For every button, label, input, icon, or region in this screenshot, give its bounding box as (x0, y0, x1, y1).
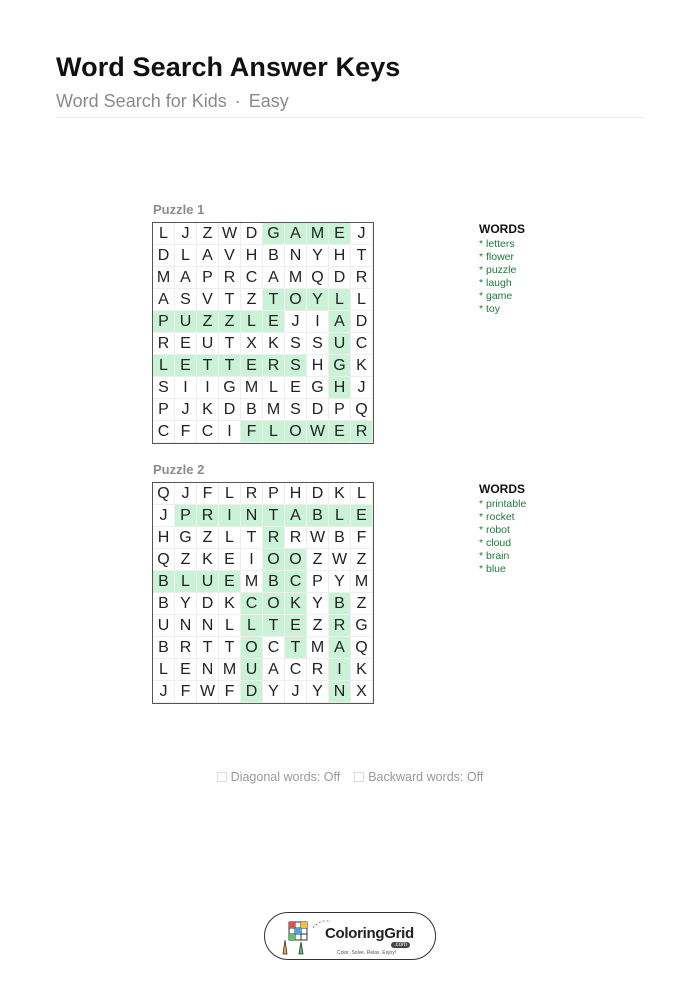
grid-cell: Z (351, 549, 373, 571)
grid-cell: G (351, 615, 373, 637)
word-list-item: * brain (479, 550, 510, 562)
grid-cell: S (153, 377, 175, 399)
grid-cell: J (285, 311, 307, 333)
grid-cell: F (197, 483, 219, 505)
grid-cell: I (197, 377, 219, 399)
grid-cell: E (329, 223, 351, 245)
grid-cell: L (351, 289, 373, 311)
word-list-item: * flower (479, 251, 515, 263)
grid-cell: M (219, 659, 241, 681)
grid-cell: K (351, 659, 373, 681)
grid-cell: B (153, 571, 175, 593)
search-options (0, 770, 700, 784)
grid-cell: R (197, 505, 219, 527)
grid-cell: P (329, 399, 351, 421)
backward-option (354, 770, 483, 784)
grid-cell: Y (307, 593, 329, 615)
grid-cell: H (329, 245, 351, 267)
grid-cell: D (351, 311, 373, 333)
page-subtitle (56, 91, 644, 112)
grid-cell: O (285, 289, 307, 311)
puzzle-2-words-title: WORDS (479, 482, 525, 496)
grid-cell: M (285, 267, 307, 289)
grid-cell: N (241, 505, 263, 527)
grid-cell: D (153, 245, 175, 267)
grid-cell: T (263, 505, 285, 527)
grid-cell: A (329, 637, 351, 659)
grid-cell: I (241, 549, 263, 571)
word-list-item: * toy (479, 303, 501, 315)
grid-cell: T (197, 637, 219, 659)
grid-cell: D (329, 267, 351, 289)
grid-cell: T (351, 245, 373, 267)
grid-cell: J (175, 483, 197, 505)
grid-cell: D (241, 681, 263, 703)
grid-cell: L (175, 571, 197, 593)
grid-cell: U (175, 311, 197, 333)
grid-cell: H (307, 355, 329, 377)
grid-cell: N (175, 615, 197, 637)
grid-cell: R (175, 637, 197, 659)
grid-cell: R (329, 615, 351, 637)
grid-cell: O (241, 637, 263, 659)
grid-cell: L (263, 421, 285, 443)
grid-cell: Q (351, 637, 373, 659)
grid-cell: A (329, 311, 351, 333)
grid-cell: A (263, 267, 285, 289)
grid-cell: W (197, 681, 219, 703)
grid-cell: L (241, 615, 263, 637)
logo-name: ColoringGrid (325, 925, 414, 942)
grid-cell: Z (219, 311, 241, 333)
grid-cell: J (351, 223, 373, 245)
word-list-item: * letters (479, 238, 515, 250)
grid-cell: Z (197, 223, 219, 245)
grid-cell: A (197, 245, 219, 267)
grid-cell: Y (307, 245, 329, 267)
grid-cell: B (263, 571, 285, 593)
puzzle-1-words-title: WORDS (479, 222, 525, 236)
grid-cell: K (197, 399, 219, 421)
grid-cell: O (285, 421, 307, 443)
grid-cell: R (285, 527, 307, 549)
grid-cell: T (241, 527, 263, 549)
grid-cell: I (175, 377, 197, 399)
page-header (56, 52, 644, 112)
grid-cell: M (241, 377, 263, 399)
grid-cell: I (219, 421, 241, 443)
grid-cell: J (153, 681, 175, 703)
grid-cell: N (197, 659, 219, 681)
grid-cell: I (219, 505, 241, 527)
grid-cell: B (329, 527, 351, 549)
page-title: Word Search Answer Keys (56, 52, 401, 82)
grid-cell: F (175, 421, 197, 443)
grid-cell: S (307, 333, 329, 355)
grid-cell: A (263, 659, 285, 681)
word-list-item: * robot (479, 524, 510, 536)
grid-cell: U (241, 659, 263, 681)
grid-cell: J (175, 399, 197, 421)
grid-cell: M (307, 223, 329, 245)
word-list-item: * cloud (479, 537, 512, 549)
grid-cell: T (219, 333, 241, 355)
grid-cell: H (153, 527, 175, 549)
grid-cell: X (241, 333, 263, 355)
grid-cell: E (351, 505, 373, 527)
word-list-item: * printable (479, 498, 527, 510)
grid-cell: O (263, 549, 285, 571)
grid-cell: J (153, 505, 175, 527)
logo-tagline: Color. Solve. Relax. Enjoy! (337, 950, 397, 956)
grid-cell: A (285, 223, 307, 245)
grid-cell: P (263, 483, 285, 505)
grid-cell: E (263, 311, 285, 333)
grid-cell: W (219, 223, 241, 245)
grid-cell: L (219, 527, 241, 549)
grid-cell: Z (307, 615, 329, 637)
grid-cell: B (153, 593, 175, 615)
grid-cell: D (307, 399, 329, 421)
subtitle-text: Word Search for Kids (56, 91, 227, 111)
grid-cell: R (263, 355, 285, 377)
grid-cell: R (263, 527, 285, 549)
word-list-item: * blue (479, 563, 506, 575)
grid-cell: S (285, 355, 307, 377)
grid-cell: K (219, 593, 241, 615)
grid-cell: G (219, 377, 241, 399)
grid-cell: E (285, 615, 307, 637)
grid-cell: T (219, 637, 241, 659)
grid-cell: R (241, 483, 263, 505)
grid-cell: Q (307, 267, 329, 289)
grid-cell: A (175, 267, 197, 289)
grid-cell: L (153, 223, 175, 245)
word-list-item: * game (479, 290, 513, 302)
backward-option-label: Backward words: Off (368, 770, 484, 784)
grid-cell: F (219, 681, 241, 703)
backward-checkbox-icon (354, 772, 364, 782)
grid-cell: V (219, 245, 241, 267)
grid-cell: I (329, 659, 351, 681)
grid-cell: B (329, 593, 351, 615)
grid-cell: S (285, 333, 307, 355)
grid-cell: Y (307, 681, 329, 703)
grid-cell: Z (351, 593, 373, 615)
grid-cell: X (351, 681, 373, 703)
grid-cell: A (285, 505, 307, 527)
grid-cell: C (285, 571, 307, 593)
grid-cell: P (197, 267, 219, 289)
grid-cell: H (285, 483, 307, 505)
grid-cell: L (175, 245, 197, 267)
grid-cell: Y (175, 593, 197, 615)
grid-cell: C (351, 333, 373, 355)
grid-cell: M (351, 571, 373, 593)
puzzle-2-label: Puzzle 2 (153, 462, 205, 477)
puzzle-1-label: Puzzle 1 (153, 202, 205, 217)
grid-cell: D (219, 399, 241, 421)
grid-cell: L (241, 311, 263, 333)
grid-cell: O (263, 593, 285, 615)
grid-cell: I (307, 311, 329, 333)
grid-cell: T (219, 355, 241, 377)
grid-cell: J (351, 377, 373, 399)
grid-cell: B (153, 637, 175, 659)
grid-cell: L (329, 289, 351, 311)
grid-cell: H (241, 245, 263, 267)
grid-cell: G (263, 223, 285, 245)
grid-cell: Z (197, 311, 219, 333)
grid-cell: P (307, 571, 329, 593)
grid-cell: C (285, 659, 307, 681)
grid-cell: M (153, 267, 175, 289)
grid-cell: E (175, 355, 197, 377)
grid-cell: G (307, 377, 329, 399)
grid-cell: K (197, 549, 219, 571)
logo-domain: .com (391, 942, 410, 948)
grid-cell: M (263, 399, 285, 421)
grid-cell: N (285, 245, 307, 267)
word-list-item: * puzzle (479, 264, 517, 276)
coloringgrid-logo (264, 912, 436, 960)
grid-cell: Z (197, 527, 219, 549)
grid-cell: L (219, 483, 241, 505)
grid-cell: C (241, 593, 263, 615)
grid-cell: K (351, 355, 373, 377)
puzzle-1-word-list (479, 238, 516, 316)
diagonal-option (217, 770, 341, 784)
grid-cell: R (219, 267, 241, 289)
grid-cell: C (241, 267, 263, 289)
header-divider (56, 117, 644, 118)
grid-cell: Z (307, 549, 329, 571)
grid-cell: Z (241, 289, 263, 311)
grid-cell: W (307, 421, 329, 443)
word-list-item: * rocket (479, 511, 515, 523)
grid-cell: C (263, 637, 285, 659)
grid-cell: J (175, 223, 197, 245)
grid-cell: K (329, 483, 351, 505)
grid-cell: U (329, 333, 351, 355)
grid-cell: T (197, 355, 219, 377)
grid-cell: N (197, 615, 219, 637)
grid-cell: Q (153, 483, 175, 505)
grid-cell: P (153, 399, 175, 421)
grid-cell: R (351, 267, 373, 289)
grid-cell: U (197, 571, 219, 593)
grid-cell: T (219, 289, 241, 311)
grid-cell: A (153, 289, 175, 311)
grid-cell: E (175, 659, 197, 681)
grid-cell: E (329, 421, 351, 443)
grid-cell: J (285, 681, 307, 703)
grid-cell: Z (175, 549, 197, 571)
grid-cell: R (307, 659, 329, 681)
grid-cell: Y (307, 289, 329, 311)
grid-cell: L (153, 355, 175, 377)
grid-cell: D (307, 483, 329, 505)
grid-cell: L (329, 505, 351, 527)
grid-cell: M (307, 637, 329, 659)
puzzle-1-grid (152, 222, 374, 444)
grid-cell: Y (263, 681, 285, 703)
difficulty-level: Easy (248, 91, 289, 111)
grid-cell: N (329, 681, 351, 703)
grid-cell: L (219, 615, 241, 637)
grid-cell: W (329, 549, 351, 571)
grid-cell: H (329, 377, 351, 399)
grid-cell: U (153, 615, 175, 637)
word-list-item: * laugh (479, 277, 512, 289)
grid-cell: E (219, 549, 241, 571)
grid-cell: B (263, 245, 285, 267)
grid-cell: G (329, 355, 351, 377)
grid-cell: O (285, 549, 307, 571)
puzzle-2-grid (152, 482, 374, 704)
grid-cell: U (197, 333, 219, 355)
grid-cell: Q (351, 399, 373, 421)
grid-cell: T (285, 637, 307, 659)
grid-cell: P (153, 311, 175, 333)
grid-cell: F (351, 527, 373, 549)
grid-cell: F (175, 681, 197, 703)
grid-cell: L (263, 377, 285, 399)
grid-cell: E (219, 571, 241, 593)
grid-cell: L (153, 659, 175, 681)
subtitle-separator: · (234, 91, 241, 111)
grid-cell: F (241, 421, 263, 443)
grid-cell: G (175, 527, 197, 549)
grid-cell: Q (153, 549, 175, 571)
grid-cell: D (197, 593, 219, 615)
grid-cell: W (307, 527, 329, 549)
grid-cell: T (263, 615, 285, 637)
grid-cell: T (263, 289, 285, 311)
grid-cell: S (175, 289, 197, 311)
grid-cell: K (285, 593, 307, 615)
grid-cell: B (307, 505, 329, 527)
grid-cell: R (153, 333, 175, 355)
grid-cell: E (285, 377, 307, 399)
grid-cell: E (175, 333, 197, 355)
grid-cell: Y (329, 571, 351, 593)
grid-cell: E (241, 355, 263, 377)
grid-cell: S (285, 399, 307, 421)
puzzle-2-word-list (479, 498, 526, 576)
grid-cell: C (153, 421, 175, 443)
grid-cell: P (175, 505, 197, 527)
grid-cell: K (263, 333, 285, 355)
grid-cell: V (197, 289, 219, 311)
diagonal-option-label: Diagonal words: Off (230, 770, 341, 784)
grid-cell: D (241, 223, 263, 245)
grid-cell: L (351, 483, 373, 505)
grid-cell: R (351, 421, 373, 443)
diagonal-checkbox-icon (217, 772, 227, 782)
grid-cell: B (241, 399, 263, 421)
grid-cell: M (241, 571, 263, 593)
grid-cell: C (197, 421, 219, 443)
